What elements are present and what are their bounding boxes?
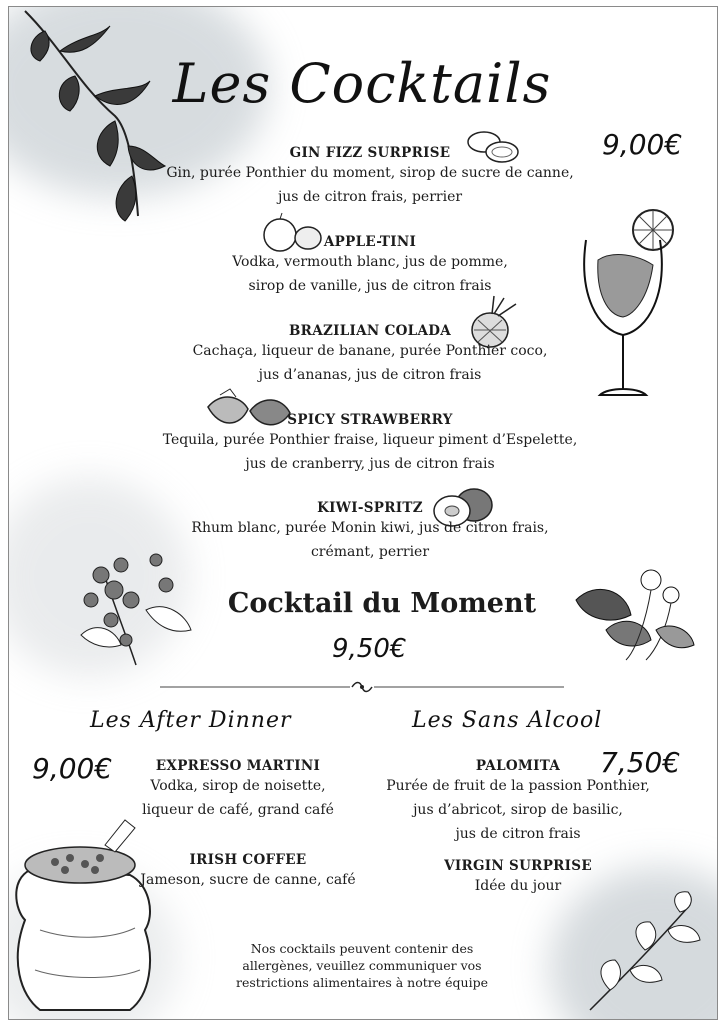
cocktail-name: BRAZILIAN COLADA xyxy=(288,323,452,339)
cocktail-description: Tequila, purée Ponthier fraise, liqueur piment d’Espelette, xyxy=(162,432,578,448)
coffee-sack-illustration xyxy=(10,820,160,1020)
leaf-branch-illustration xyxy=(20,6,160,226)
cocktail-item xyxy=(150,323,590,387)
drink-description: Jameson, sucre de canne, café xyxy=(140,872,356,888)
drink-name: VIRGIN SURPRISE xyxy=(444,858,592,874)
cocktail-item xyxy=(150,234,590,298)
cocktail-name: GIN FIZZ SURPRISE xyxy=(289,145,451,161)
allergen-note-line: Nos cocktails peuvent contenir des xyxy=(250,941,474,956)
page-title: Les Cocktails xyxy=(172,52,552,115)
after-dinner-item xyxy=(118,758,358,822)
drink-description: jus d’abricot, sirop de basilic, xyxy=(413,802,623,818)
allergen-note-line: restrictions alimentaires à notre équipe xyxy=(236,975,488,990)
drink-description: jus de citron frais xyxy=(455,826,581,842)
cocktail-description: jus d’ananas, jus de citron frais xyxy=(258,367,482,383)
sans-alcool-item xyxy=(398,858,638,898)
sans-alcool-item xyxy=(358,758,678,846)
cocktail-item xyxy=(140,412,600,476)
herb-sprig-illustration xyxy=(570,890,710,1020)
allergen-note xyxy=(212,940,512,991)
drink-name: EXPRESSO MARTINI xyxy=(155,758,321,774)
cocktail-description: Gin, purée Ponthier du moment, sirop de sucre de canne, xyxy=(166,165,574,181)
drink-name: PALOMITA xyxy=(475,758,561,774)
cocktail-description: Cachaça, liqueur de banane, purée Ponthier coco, xyxy=(192,343,548,359)
allergen-note-line: allergènes, veuillez communiquer vos xyxy=(242,958,482,973)
cocktail-name: KIWI-SPRITZ xyxy=(317,500,423,516)
cocktail-name: SPICY STRAWBERRY xyxy=(287,412,453,428)
drink-name: IRISH COFFEE xyxy=(189,852,307,868)
cocktail-description: sirop de vanille, jus de citron frais xyxy=(248,278,492,294)
sans-alcool-price: 7,50€ xyxy=(600,746,681,779)
drink-description: Purée de fruit de la passion Ponthier, xyxy=(386,778,650,794)
cocktail-item xyxy=(150,145,590,209)
wine-glass-illustration xyxy=(578,205,688,405)
cocktails-price: 9,00€ xyxy=(602,128,683,161)
cocktail-description: jus de cranberry, jus de citron frais xyxy=(245,456,495,472)
cocktail-item xyxy=(150,500,590,564)
cocktail-description: crémant, perrier xyxy=(310,544,430,560)
ornamental-divider xyxy=(160,681,564,693)
cocktail-name: APPLE-TINI xyxy=(323,234,417,250)
after-dinner-heading: Les After Dinner xyxy=(90,708,292,733)
cocktail-description: Vodka, vermouth blanc, jus de pomme, xyxy=(232,254,508,270)
strawberry-plant-illustration xyxy=(566,560,696,670)
drink-description: Vodka, sirop de noisette, xyxy=(150,778,326,794)
drink-description: liqueur de café, grand café xyxy=(142,802,334,818)
cocktail-du-moment-title: Cocktail du Moment xyxy=(227,588,537,619)
cocktail-description: Rhum blanc, purée Monin kiwi, jus de citron frais, xyxy=(191,520,549,536)
drink-description: Idée du jour xyxy=(474,878,562,894)
cocktail-description: jus de citron frais, perrier xyxy=(277,189,463,205)
after-dinner-item xyxy=(118,852,378,892)
after-dinner-price: 9,00€ xyxy=(32,752,113,785)
cocktail-du-moment-price: 9,50€ xyxy=(332,634,407,664)
sans-alcool-heading: Les Sans Alcool xyxy=(412,708,603,733)
